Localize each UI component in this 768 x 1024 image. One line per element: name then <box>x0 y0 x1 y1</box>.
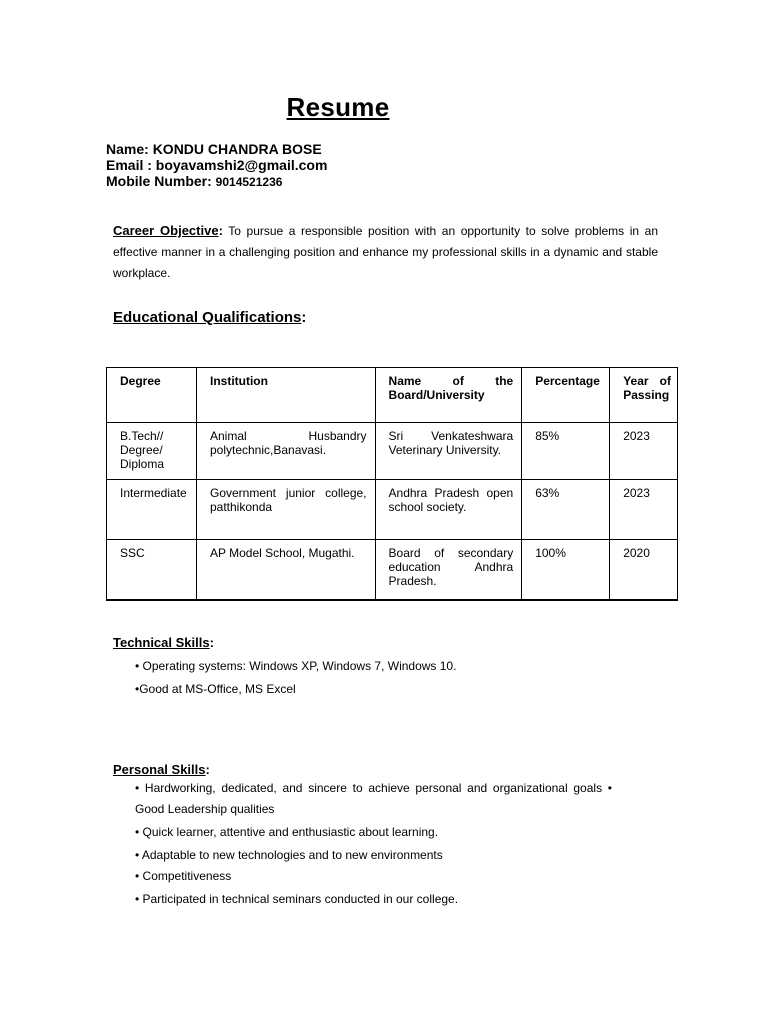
cell-year: 2023 <box>610 480 678 540</box>
personal-skills-heading-text: Personal Skills <box>113 762 206 777</box>
email-line <box>106 157 327 173</box>
list-item: • Competitiveness <box>135 869 232 883</box>
cell-institution: AP Model School, Mugathi. <box>196 540 375 600</box>
header-degree: Degree <box>107 368 197 423</box>
table-row <box>107 480 678 540</box>
cell-degree: SSC <box>107 540 197 600</box>
header-year: Year of Passing <box>610 368 678 423</box>
mobile-label: Mobile Number: <box>106 173 216 189</box>
cell-percentage: 100% <box>522 540 610 600</box>
email-value: boyavamshi2@gmail.com <box>155 157 328 173</box>
list-item: • Participated in technical seminars conducted in our college. <box>135 892 459 906</box>
personal-skills-heading <box>113 762 210 777</box>
cell-board: Sri Venkateshwara Veterinary University. <box>375 423 522 480</box>
career-objective-colon: : <box>218 223 223 238</box>
name-line <box>106 141 327 157</box>
cell-institution: Animal Husbandry polytechnic,Banavasi. <box>196 423 375 480</box>
cell-percentage: 85% <box>522 423 610 480</box>
cell-degree: Intermediate <box>107 480 197 540</box>
technical-skills-heading <box>113 635 214 650</box>
technical-skills-heading-text: Technical Skills <box>113 635 210 650</box>
name-label: Name: <box>106 141 153 157</box>
contact-block <box>106 141 327 190</box>
education-heading <box>113 309 306 326</box>
education-heading-colon: : <box>301 309 307 326</box>
list-item: • Adaptable to new technologies and to new environments <box>135 848 443 862</box>
personal-skills-heading-colon: : <box>205 762 210 777</box>
header-board: Name of the Board/University <box>375 368 522 423</box>
education-table <box>106 367 678 601</box>
list-item: • Operating systems: Windows XP, Windows 7, Windows 10. <box>135 659 457 673</box>
header-institution: Institution <box>196 368 375 423</box>
table-header-row <box>107 368 678 423</box>
cell-degree: B.Tech// Degree/ Diploma <box>107 423 197 480</box>
page-title: Resume <box>286 92 390 122</box>
email-label: Email : <box>106 157 156 173</box>
list-item: • Hardworking, dedicated, and sincere to achieve personal and organizational goals • <box>135 781 612 795</box>
list-item: •Good at MS-Office, MS Excel <box>135 682 296 696</box>
career-objective-label: Career Objective <box>113 223 219 238</box>
cell-board: Andhra Pradesh open school society. <box>375 480 522 540</box>
cell-year: 2023 <box>610 423 678 480</box>
list-item: • Quick learner, attentive and enthusiastic about learning. <box>135 825 439 839</box>
cell-percentage: 63% <box>522 480 610 540</box>
table-row <box>107 423 678 480</box>
cell-year: 2020 <box>610 540 678 600</box>
header-percentage: Percentage <box>522 368 610 423</box>
table-row <box>107 540 678 600</box>
cell-board: Board of secondary education Andhra Pradesh. <box>375 540 522 600</box>
education-heading-text: Educational Qualifications <box>113 309 302 326</box>
mobile-line <box>106 173 327 190</box>
name-value: KONDU CHANDRA BOSE <box>152 141 322 157</box>
career-objective-text: To pursue a responsible position with an opportunity to solve problems in an effective manner in a challenging position and enhance my professional skills in a dynamic and stable workplace. <box>113 224 658 280</box>
list-item: Good Leadership qualities <box>135 802 275 816</box>
career-objective <box>113 220 658 284</box>
technical-skills-heading-colon: : <box>209 635 214 650</box>
mobile-value: 9014521236 <box>215 175 283 189</box>
cell-institution: Government junior college, patthikonda <box>196 480 375 540</box>
